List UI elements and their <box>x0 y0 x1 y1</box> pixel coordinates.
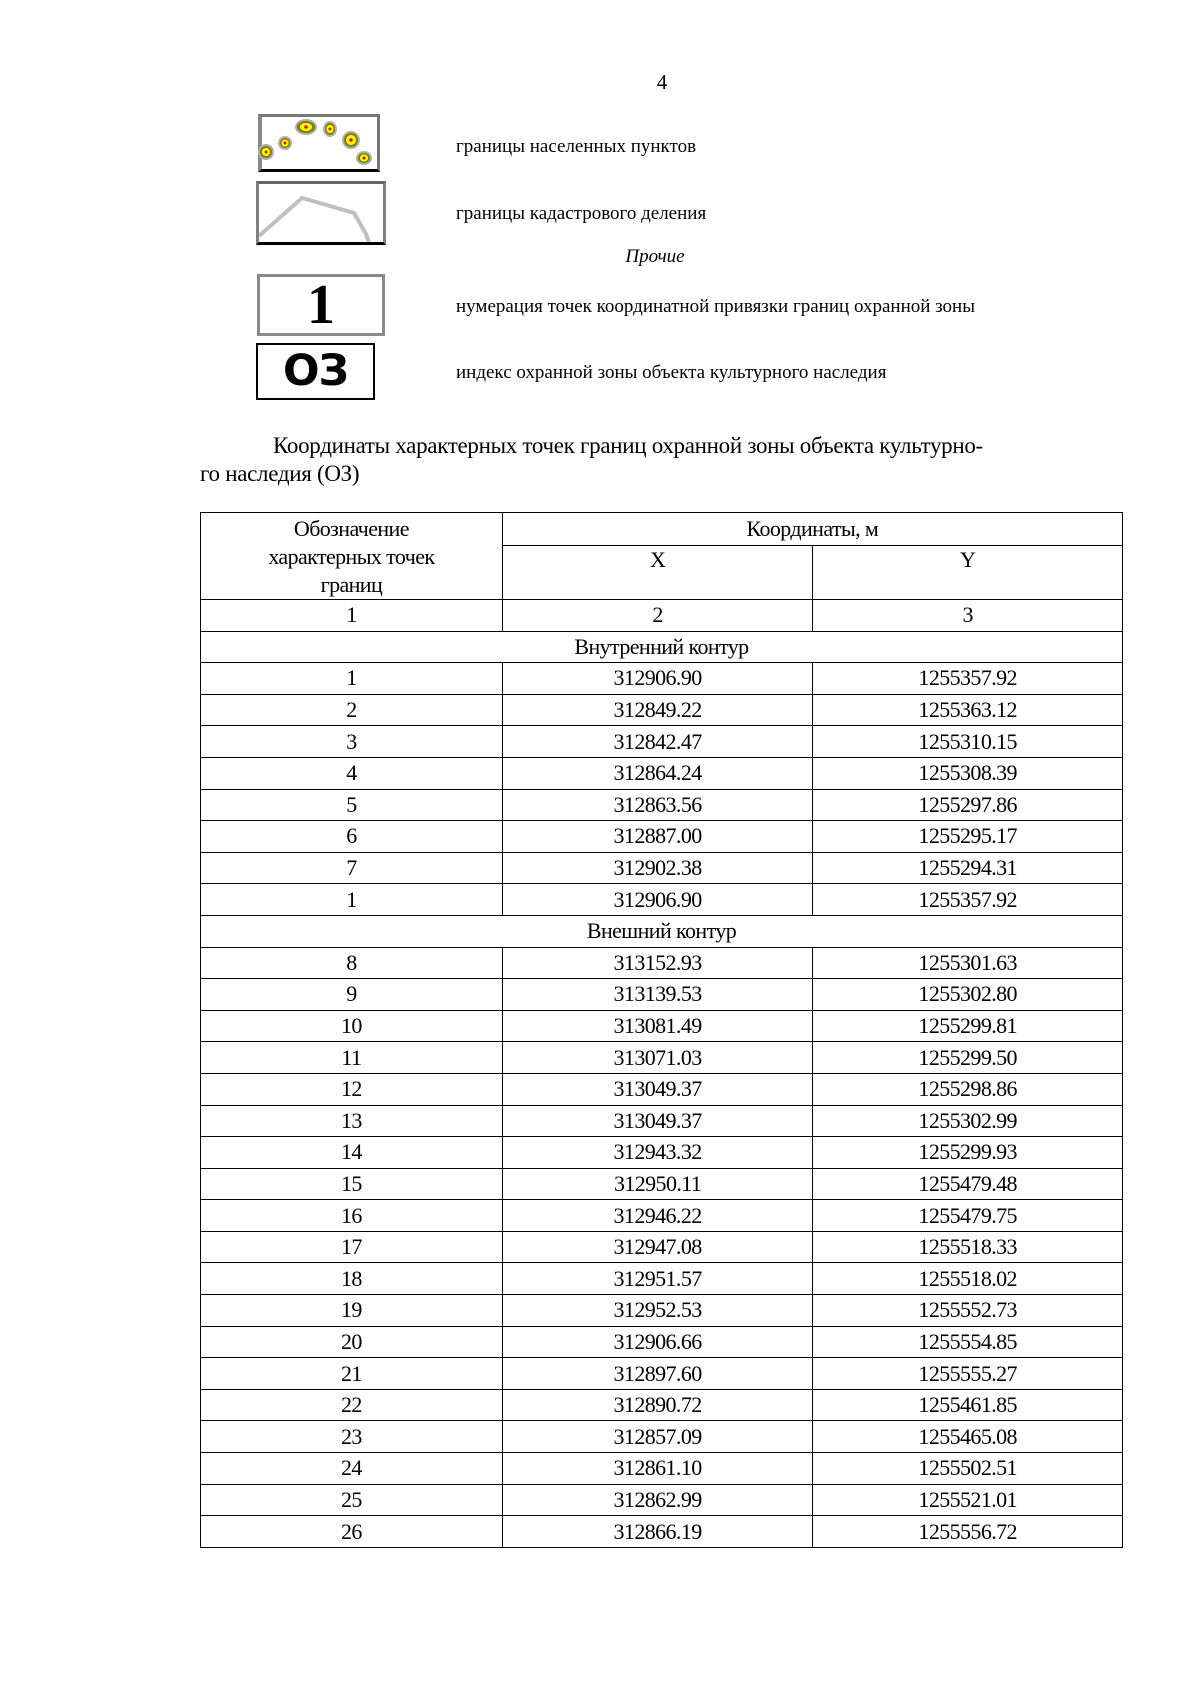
point-id: 19 <box>201 1295 503 1327</box>
y-coordinate: 1255552.73 <box>813 1295 1123 1327</box>
table-header-row <box>201 513 1123 546</box>
x-coordinate: 312861.10 <box>502 1453 813 1485</box>
y-coordinate: 1255521.01 <box>813 1484 1123 1516</box>
y-coordinate: 1255302.99 <box>813 1105 1123 1137</box>
y-coordinate: 1255299.93 <box>813 1137 1123 1169</box>
coordinates-table <box>200 512 1123 1548</box>
cadastral-boundary-icon <box>256 181 386 245</box>
zone-index-symbol: ОЗ <box>256 343 375 400</box>
point-id: 5 <box>201 789 503 821</box>
y-coordinate: 1255363.12 <box>813 694 1123 726</box>
point-id: 2 <box>201 694 503 726</box>
page-number: 4 <box>656 70 668 94</box>
point-id: 18 <box>201 1263 503 1295</box>
section-title: Внутренний контур <box>201 631 1123 663</box>
point-id: 22 <box>201 1389 503 1421</box>
y-coordinate: 1255299.50 <box>813 1042 1123 1074</box>
legend-subheading-other: Прочие <box>625 246 685 267</box>
x-coordinate: 313049.37 <box>502 1073 813 1105</box>
column-number: 2 <box>502 600 813 632</box>
y-coordinate: 1255518.02 <box>813 1263 1123 1295</box>
point-id: 25 <box>201 1484 503 1516</box>
point-id: 7 <box>201 852 503 884</box>
header-coordinates: Координаты, м <box>502 513 1122 546</box>
table-row <box>201 821 1123 853</box>
x-coordinate: 312947.08 <box>502 1231 813 1263</box>
table-row <box>201 1168 1123 1200</box>
table-row <box>201 979 1123 1011</box>
table-row <box>201 852 1123 884</box>
y-coordinate: 1255294.31 <box>813 852 1123 884</box>
table-row <box>201 1263 1123 1295</box>
point-id: 21 <box>201 1358 503 1390</box>
y-coordinate: 1255518.33 <box>813 1231 1123 1263</box>
x-coordinate: 312862.99 <box>502 1484 813 1516</box>
point-id: 6 <box>201 821 503 853</box>
point-id: 26 <box>201 1516 503 1548</box>
point-id: 1 <box>201 884 503 916</box>
table-row <box>201 1326 1123 1358</box>
column-number: 3 <box>813 600 1123 632</box>
table-row <box>201 1453 1123 1485</box>
point-number-symbol: 1 <box>257 274 385 336</box>
settlement-boundary-icon <box>258 114 380 172</box>
header-designation: Обозначение характерных точек границ <box>201 513 503 600</box>
column-number: 1 <box>201 600 503 632</box>
table-caption <box>200 432 1122 488</box>
point-id: 8 <box>201 947 503 979</box>
table-row <box>201 1200 1123 1232</box>
y-coordinate: 1255297.86 <box>813 789 1123 821</box>
legend-label-zone-index: индекс охранной зоны объекта культурного наследия <box>456 362 887 383</box>
point-id: 20 <box>201 1326 503 1358</box>
y-coordinate: 1255299.81 <box>813 1010 1123 1042</box>
x-coordinate: 313049.37 <box>502 1105 813 1137</box>
table-row <box>201 1295 1123 1327</box>
x-coordinate: 312897.60 <box>502 1358 813 1390</box>
x-coordinate: 312902.38 <box>502 852 813 884</box>
y-coordinate: 1255461.85 <box>813 1389 1123 1421</box>
x-coordinate: 312864.24 <box>502 757 813 789</box>
table-row <box>201 789 1123 821</box>
table-row <box>201 1073 1123 1105</box>
y-coordinate: 1255301.63 <box>813 947 1123 979</box>
x-coordinate: 313071.03 <box>502 1042 813 1074</box>
y-coordinate: 1255310.15 <box>813 726 1123 758</box>
x-coordinate: 312950.11 <box>502 1168 813 1200</box>
point-id: 12 <box>201 1073 503 1105</box>
column-number-row <box>201 600 1123 632</box>
point-id: 10 <box>201 1010 503 1042</box>
section-row <box>201 631 1123 663</box>
table-row <box>201 1484 1123 1516</box>
legend-label-cadastral: границы кадастрового деления <box>456 203 707 224</box>
x-coordinate: 312952.53 <box>502 1295 813 1327</box>
x-coordinate: 312890.72 <box>502 1389 813 1421</box>
x-coordinate: 313081.49 <box>502 1010 813 1042</box>
table-row <box>201 1105 1123 1137</box>
point-id: 15 <box>201 1168 503 1200</box>
point-id: 3 <box>201 726 503 758</box>
x-coordinate: 312866.19 <box>502 1516 813 1548</box>
x-coordinate: 312906.90 <box>502 663 813 695</box>
table-row <box>201 1389 1123 1421</box>
legend-label-settlement: границы населенных пунктов <box>456 136 697 157</box>
y-coordinate: 1255556.72 <box>813 1516 1123 1548</box>
y-coordinate: 1255295.17 <box>813 821 1123 853</box>
header-x: X <box>502 546 813 600</box>
y-coordinate: 1255298.86 <box>813 1073 1123 1105</box>
table-row <box>201 663 1123 695</box>
y-coordinate: 1255308.39 <box>813 757 1123 789</box>
y-coordinate: 1255479.48 <box>813 1168 1123 1200</box>
y-coordinate: 1255554.85 <box>813 1326 1123 1358</box>
point-id: 23 <box>201 1421 503 1453</box>
x-coordinate: 312951.57 <box>502 1263 813 1295</box>
x-coordinate: 312842.47 <box>502 726 813 758</box>
x-coordinate: 312849.22 <box>502 694 813 726</box>
x-coordinate: 312863.56 <box>502 789 813 821</box>
point-id: 24 <box>201 1453 503 1485</box>
table-row <box>201 694 1123 726</box>
table-row <box>201 1516 1123 1548</box>
caption-line-1: Координаты характерных точек границ охранной зоны объекта культурно- <box>273 433 983 458</box>
point-id: 4 <box>201 757 503 789</box>
table-row <box>201 1421 1123 1453</box>
y-coordinate: 1255302.80 <box>813 979 1123 1011</box>
point-id: 16 <box>201 1200 503 1232</box>
table-row <box>201 1358 1123 1390</box>
point-id: 17 <box>201 1231 503 1263</box>
section-row <box>201 915 1123 947</box>
caption-line-2: го наследия (ОЗ) <box>200 461 360 486</box>
point-id: 13 <box>201 1105 503 1137</box>
table-row <box>201 947 1123 979</box>
point-id: 9 <box>201 979 503 1011</box>
x-coordinate: 313152.93 <box>502 947 813 979</box>
header-y: Y <box>813 546 1123 600</box>
x-coordinate: 312946.22 <box>502 1200 813 1232</box>
y-coordinate: 1255555.27 <box>813 1358 1123 1390</box>
point-id: 14 <box>201 1137 503 1169</box>
y-coordinate: 1255357.92 <box>813 663 1123 695</box>
table-row <box>201 884 1123 916</box>
x-coordinate: 313139.53 <box>502 979 813 1011</box>
table-row <box>201 1137 1123 1169</box>
table-row <box>201 1010 1123 1042</box>
x-coordinate: 312943.32 <box>502 1137 813 1169</box>
table-row <box>201 1231 1123 1263</box>
table-row <box>201 757 1123 789</box>
section-title: Внешний контур <box>201 915 1123 947</box>
y-coordinate: 1255357.92 <box>813 884 1123 916</box>
x-coordinate: 312906.66 <box>502 1326 813 1358</box>
x-coordinate: 312906.90 <box>502 884 813 916</box>
table-row <box>201 1042 1123 1074</box>
y-coordinate: 1255465.08 <box>813 1421 1123 1453</box>
legend-label-point-number: нумерация точек координатной привязки границ охранной зоны <box>456 296 975 317</box>
x-coordinate: 312887.00 <box>502 821 813 853</box>
y-coordinate: 1255502.51 <box>813 1453 1123 1485</box>
table-row <box>201 726 1123 758</box>
x-coordinate: 312857.09 <box>502 1421 813 1453</box>
point-id: 1 <box>201 663 503 695</box>
y-coordinate: 1255479.75 <box>813 1200 1123 1232</box>
point-id: 11 <box>201 1042 503 1074</box>
